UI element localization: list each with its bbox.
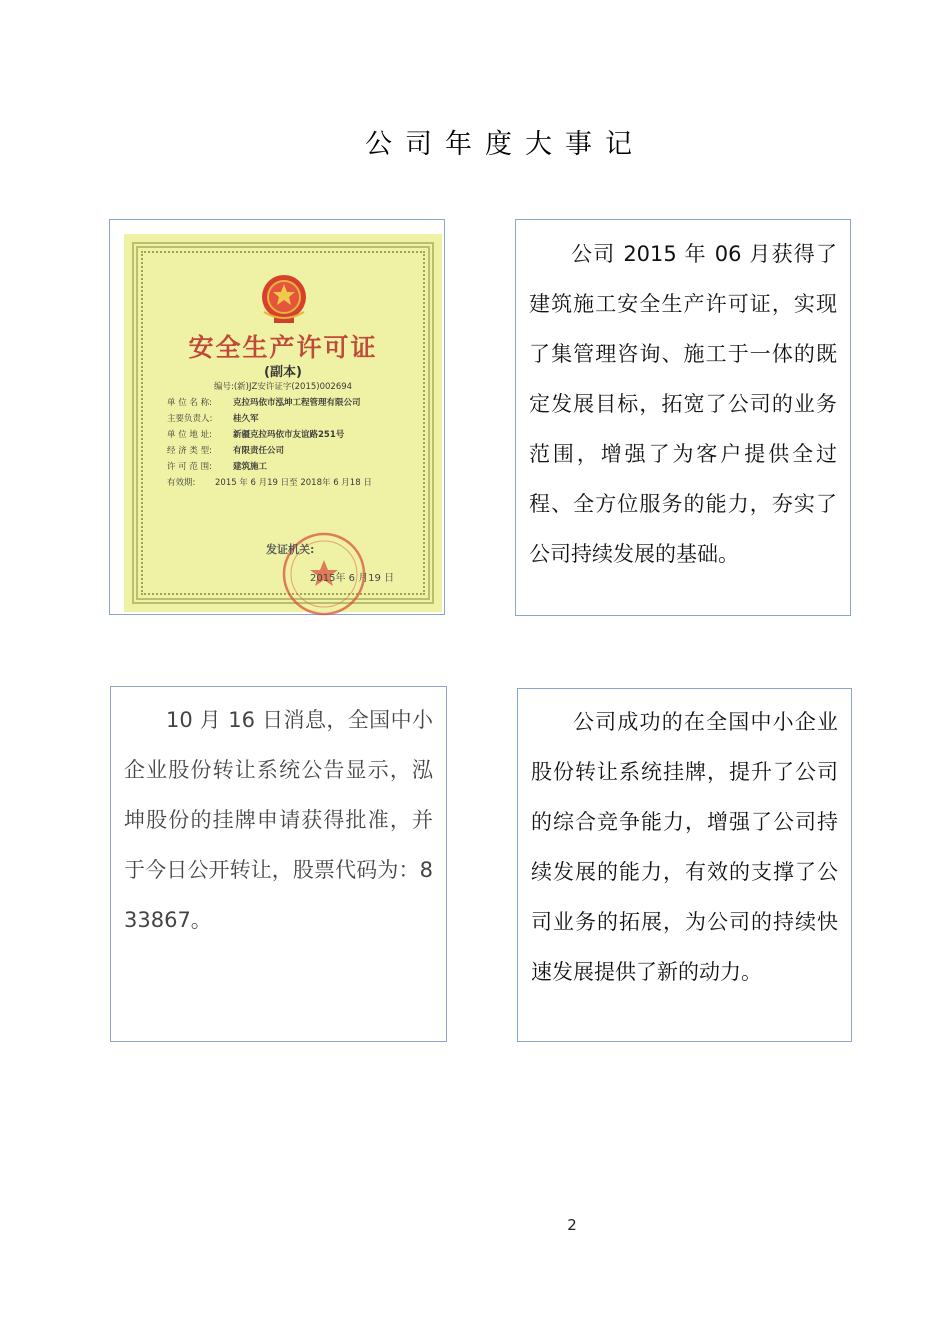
certificate-paper xyxy=(124,234,442,612)
certificate-number: 编号:(新)JZ安许证字(2015)002694 xyxy=(214,382,353,392)
certificate-issue-date: 2015年 6 月19 日 xyxy=(310,573,395,584)
certificate-field: 经 济 类 型: 有限责任公司 xyxy=(167,446,285,456)
certificate-image xyxy=(109,219,445,615)
page-number: 2 xyxy=(567,1216,577,1234)
national-emblem-icon xyxy=(256,272,312,326)
page-title: 公司年度大事记 xyxy=(365,129,645,160)
event-text: 公司成功的在全国中小企业股份转让系统挂牌，提升了公司的综合竞争能力，增强了公司持续发展的能力，有效的支撑了公司业务的拓展，为公司的持续快速发展提供了新的动力。 xyxy=(531,710,838,984)
event-box-license xyxy=(515,219,851,616)
certificate-field: 有效期: 2015 年 6 月19 日至 2018年 6 月18 日 xyxy=(167,478,372,488)
certificate-title: 安全生产许可证 xyxy=(188,333,378,362)
certificate-subtitle: (副本) xyxy=(264,365,302,380)
event-text: 公司 2015 年 06 月获得了建筑施工安全生产许可证，实现了集管理咨询、施工于一体的既定发展目标，拓宽了公司的业务范围，增强了为客户提供全过程、全方位服务的能力，夯实了公司持续发展的基础。 xyxy=(529,242,837,566)
certificate-issuer: 发证机关: xyxy=(266,543,315,556)
event-text: 10 月 16 日消息，全国中小企业股份转让系统公告显示，泓坤股份的挂牌申请获得批准，并于今日公开转让，股票代码为：833867。 xyxy=(124,708,433,932)
certificate-field: 主要负责人: 桂久军 xyxy=(167,414,259,424)
certificate-field: 单 位 地 址: 新疆克拉玛依市友谊路251号 xyxy=(167,430,345,440)
event-box-listing-approval xyxy=(110,686,447,1042)
certificate-field: 许 可 范 围: 建筑施工 xyxy=(167,462,268,472)
certificate-field: 单 位 名 称: 克拉玛依市泓坤工程管理有限公司 xyxy=(167,398,361,408)
event-box-listing-impact xyxy=(517,688,852,1042)
